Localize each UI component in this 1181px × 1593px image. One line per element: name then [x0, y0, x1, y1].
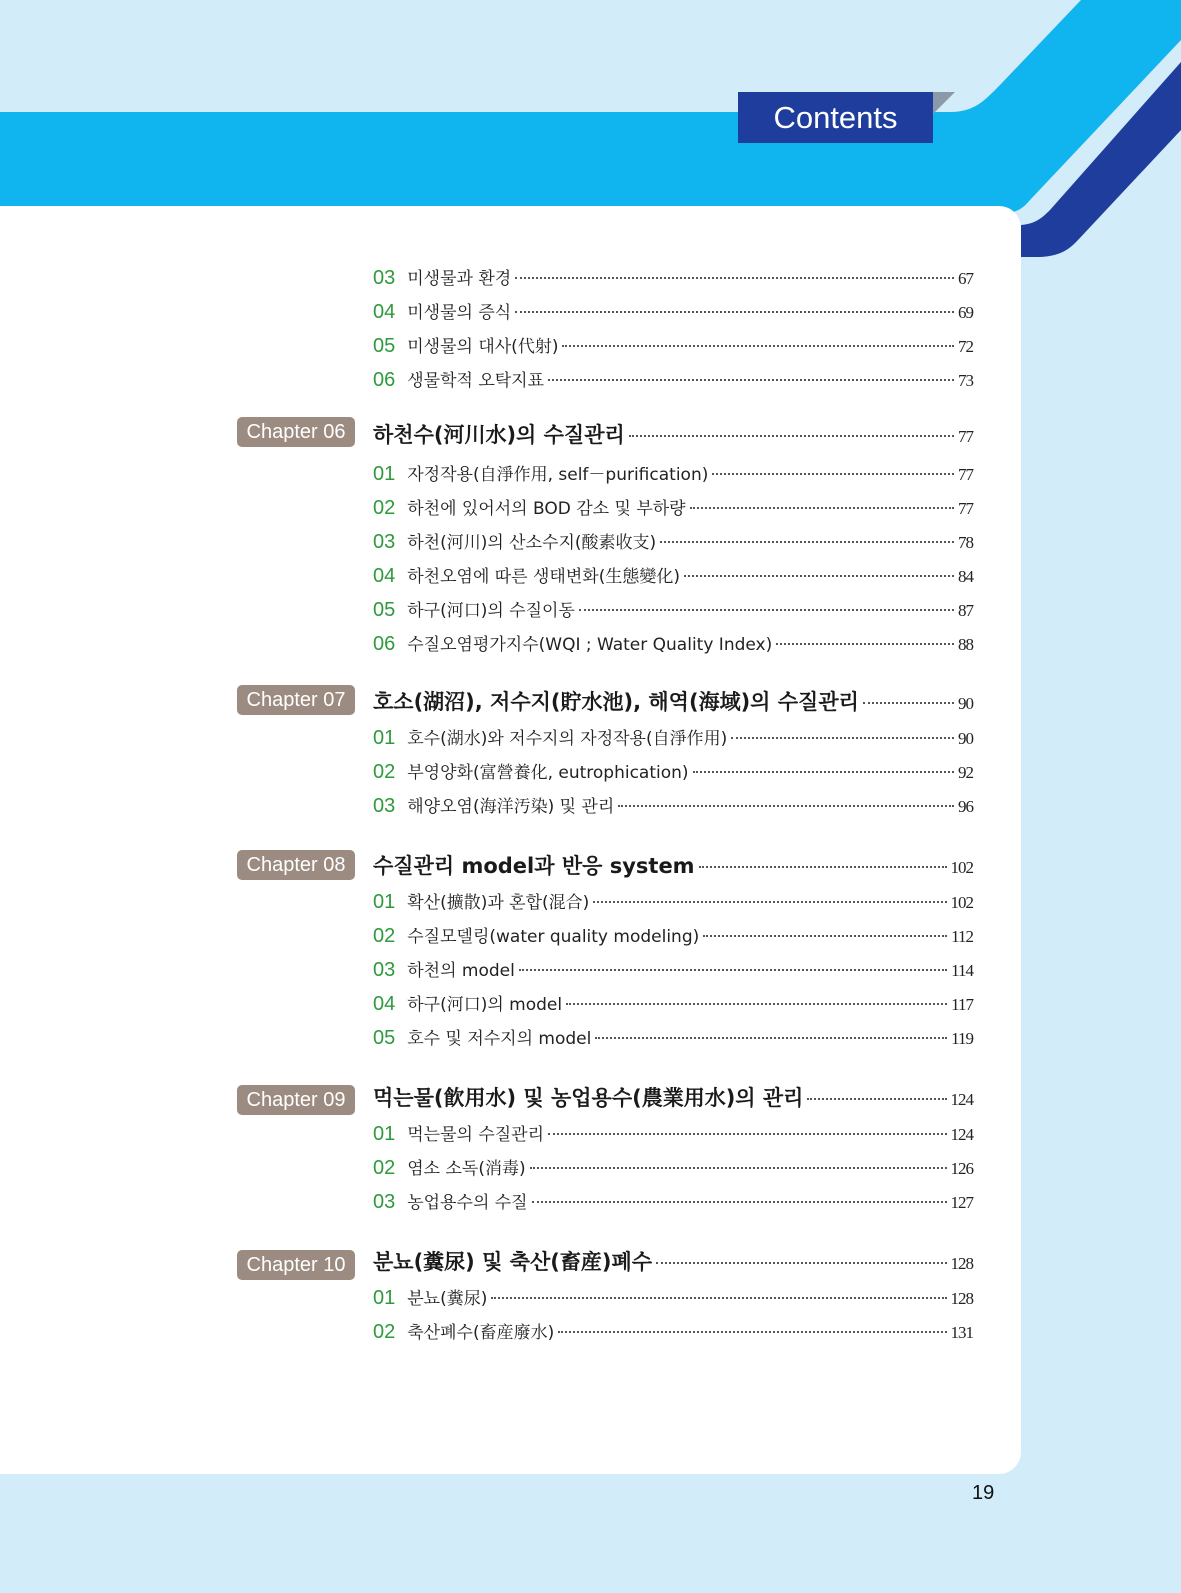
page-ref: 84: [958, 567, 973, 586]
entry-number: 04: [373, 301, 396, 323]
entry-number: 06: [373, 633, 396, 655]
dot-leader: [515, 277, 954, 279]
dot-leader: [690, 507, 954, 509]
page-ref: 126: [950, 1159, 973, 1178]
entry-title: 호수 및 저수지의 model: [407, 1029, 592, 1049]
dot-leader: [629, 435, 954, 437]
entry-number: 02: [373, 925, 396, 947]
entry-title: 자정작용(自淨作用, self－purification): [407, 465, 709, 485]
entry-title: 확산(擴散)과 혼합(混合): [407, 893, 590, 913]
entry-number: 01: [373, 463, 396, 485]
entry-title: 미생물과 환경: [407, 269, 512, 289]
toc-entry[interactable]: [373, 494, 973, 520]
entry-number: 03: [373, 959, 396, 981]
chapter-badge: Chapter 10: [237, 1250, 355, 1280]
dot-leader: [491, 1297, 946, 1299]
dot-leader: [519, 969, 947, 971]
toc-entry[interactable]: [373, 724, 973, 750]
toc-entry[interactable]: [373, 990, 973, 1016]
toc-entry[interactable]: [373, 792, 973, 818]
page-ref: 102: [950, 893, 973, 912]
chapter-badge: Chapter 08: [237, 850, 355, 880]
entry-title: 수질오염평가지수(WQI ; Water Quality Index): [407, 635, 773, 655]
page-ref: 102: [950, 858, 973, 877]
entry-number: 03: [373, 267, 396, 289]
entry-number: 01: [373, 1123, 396, 1145]
dot-leader: [593, 901, 946, 903]
toc-entry[interactable]: [373, 366, 973, 392]
page-ref: 72: [958, 337, 973, 356]
toc-entry[interactable]: [373, 332, 973, 358]
entry-title: 수질모델링(water quality modeling): [407, 927, 700, 947]
entry-number: 02: [373, 1157, 396, 1179]
page-ref: 128: [950, 1289, 973, 1308]
dot-leader: [863, 702, 954, 704]
entry-number: 02: [373, 1321, 396, 1343]
page-ref: 92: [958, 763, 973, 782]
dot-leader: [776, 643, 954, 645]
page-ref: 77: [958, 427, 973, 446]
page-ref: 69: [958, 303, 973, 322]
entry-number: 05: [373, 335, 396, 357]
toc-entry[interactable]: [373, 596, 973, 622]
chapter-heading[interactable]: [373, 1082, 973, 1112]
page-ref: 87: [958, 601, 973, 620]
toc-entry[interactable]: [373, 922, 973, 948]
dot-leader: [807, 1098, 946, 1100]
toc-entry[interactable]: [373, 1188, 973, 1214]
toc-entry[interactable]: [373, 758, 973, 784]
entry-number: 05: [373, 599, 396, 621]
toc-entry[interactable]: [373, 888, 973, 914]
entry-title: 염소 소독(消毒): [407, 1159, 526, 1179]
entry-number: 04: [373, 565, 396, 587]
page-ref: 119: [951, 1029, 973, 1048]
entry-number: 03: [373, 795, 396, 817]
entry-number: 04: [373, 993, 396, 1015]
chapter-heading[interactable]: [373, 686, 973, 716]
chapter-heading[interactable]: [373, 1246, 973, 1276]
dot-leader: [699, 866, 947, 868]
page-ref: 73: [958, 371, 973, 390]
page-ref: 117: [951, 995, 973, 1014]
page-ref: 90: [958, 729, 973, 748]
dot-leader: [684, 575, 954, 577]
toc-entry[interactable]: [373, 528, 973, 554]
dot-leader: [731, 737, 954, 739]
entry-title: 미생물의 증식: [407, 303, 512, 323]
dot-leader: [579, 609, 954, 611]
dot-leader: [693, 771, 954, 773]
toc-entry[interactable]: [373, 460, 973, 486]
toc-entry[interactable]: [373, 1024, 973, 1050]
chapter-title: 하천수(河川水)의 수질관리: [373, 423, 625, 447]
dot-leader: [566, 1003, 947, 1005]
entry-title: 분뇨(糞尿): [407, 1289, 488, 1309]
dot-leader: [515, 311, 954, 313]
contents-heading: Contents: [738, 92, 933, 143]
dot-leader: [548, 379, 954, 381]
entry-title: 농업용수의 수질: [407, 1193, 528, 1213]
page-ref: 78: [958, 533, 973, 552]
entry-number: 01: [373, 727, 396, 749]
tab-fold: [933, 92, 955, 114]
toc-entry[interactable]: [373, 1154, 973, 1180]
chapter-title: 수질관리 model과 반응 system: [373, 854, 695, 878]
page-ref: 114: [951, 961, 973, 980]
entry-number: 03: [373, 1191, 396, 1213]
entry-number: 02: [373, 497, 396, 519]
toc-entry[interactable]: [373, 298, 973, 324]
page-ref: 77: [958, 465, 973, 484]
dot-leader: [562, 345, 954, 347]
toc-entry[interactable]: [373, 956, 973, 982]
entry-title: 부영양화(富營養化, eutrophication): [407, 763, 689, 783]
entry-number: 03: [373, 531, 396, 553]
entry-number: 01: [373, 1287, 396, 1309]
entry-number: 05: [373, 1027, 396, 1049]
dot-leader: [703, 935, 947, 937]
page-ref: 124: [950, 1125, 973, 1144]
chapter-title: 호소(湖沼), 저수지(貯水池), 해역(海域)의 수질관리: [373, 690, 859, 714]
page-ref: 90: [958, 694, 973, 713]
toc-entry[interactable]: [373, 630, 973, 656]
entry-title: 하구(河口)의 수질이동: [407, 601, 575, 621]
page-ref: 128: [950, 1254, 973, 1273]
dot-leader: [618, 805, 954, 807]
entry-title: 미생물의 대사(代射): [407, 337, 559, 357]
entry-title: 하천(河川)의 산소수지(酸素收支): [407, 533, 657, 553]
entry-title: 하천오염에 따른 생태변화(生態變化): [407, 567, 680, 587]
page-ref: 131: [950, 1323, 973, 1342]
chapter-title: 분뇨(糞尿) 및 축산(畜産)폐수: [373, 1250, 653, 1274]
toc-entry[interactable]: [373, 264, 973, 290]
page-ref: 124: [950, 1090, 973, 1109]
entry-number: 02: [373, 761, 396, 783]
toc-entry[interactable]: [373, 1318, 973, 1344]
chapter-title: 먹는물(飮用水) 및 농업용수(農業用水)의 관리: [373, 1086, 804, 1110]
dot-leader: [595, 1037, 947, 1039]
dot-leader: [656, 1262, 946, 1264]
entry-title: 먹는물의 수질관리: [407, 1125, 545, 1145]
dot-leader: [548, 1133, 946, 1135]
chapter-badge: Chapter 07: [237, 685, 355, 715]
entry-title: 하천의 model: [407, 961, 515, 981]
toc-entry[interactable]: [373, 562, 973, 588]
chapter-heading[interactable]: [373, 419, 973, 449]
chapter-badge: Chapter 09: [237, 1085, 355, 1115]
toc-entry[interactable]: [373, 1284, 973, 1310]
page-ref: 112: [951, 927, 973, 946]
entry-title: 하천에 있어서의 BOD 감소 및 부하량: [407, 499, 686, 519]
entry-title: 호수(湖水)와 저수지의 자정작용(自淨作用): [407, 729, 728, 749]
page-ref: 67: [958, 269, 973, 288]
page-number: 19: [972, 1482, 995, 1504]
dot-leader: [558, 1331, 946, 1333]
entry-number: 01: [373, 891, 396, 913]
chapter-heading[interactable]: [373, 850, 973, 880]
page-ref: 88: [958, 635, 973, 654]
dot-leader: [532, 1201, 947, 1203]
dot-leader: [660, 541, 954, 543]
page-ref: 127: [950, 1193, 973, 1212]
entry-number: 06: [373, 369, 396, 391]
dot-leader: [530, 1167, 947, 1169]
dot-leader: [712, 473, 954, 475]
entry-title: 축산폐수(畜産廢水): [407, 1323, 555, 1343]
page-ref: 96: [958, 797, 973, 816]
entry-title: 해양오염(海洋汚染) 및 관리: [407, 797, 615, 817]
entry-title: 생물학적 오탁지표: [407, 371, 545, 391]
toc-entry[interactable]: [373, 1120, 973, 1146]
page-ref: 77: [958, 499, 973, 518]
chapter-badge: Chapter 06: [237, 417, 355, 447]
entry-title: 하구(河口)의 model: [407, 995, 563, 1015]
